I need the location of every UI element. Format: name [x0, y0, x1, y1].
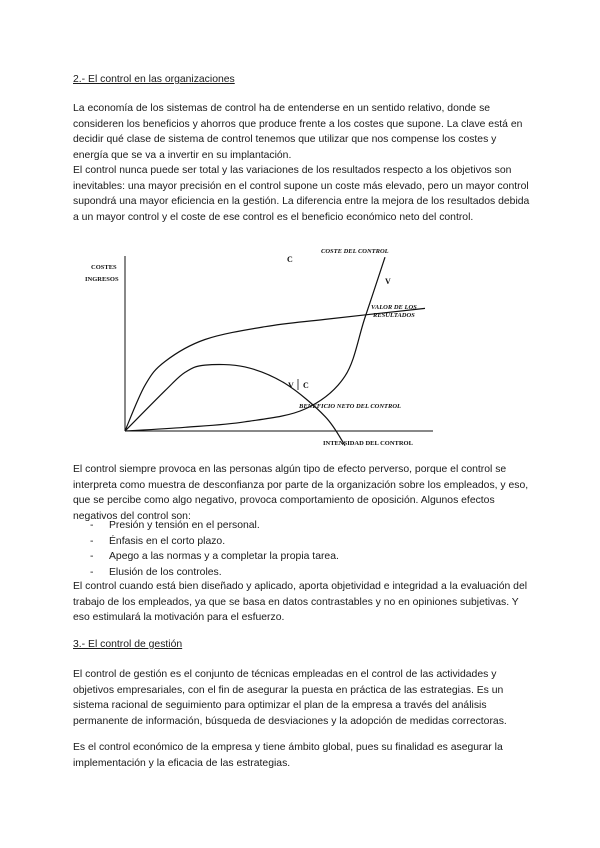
- section-3-heading: 3.- El control de gestión: [73, 639, 183, 650]
- value-curve-label-2: RESULTADOS: [373, 312, 415, 319]
- value-curve: [125, 308, 425, 431]
- section-3-paragraph-2: Es el control económico de la empresa y tiene ámbito global, pues su finalidad es asegurar la implementación y la eficacia de las estrategias.: [73, 742, 503, 769]
- section-2-paragraph-1: La economía de los sistemas de control ha de entenderse en un sentido relativo, donde se consideren los beneficios y ahorros que produce frente a los costes que supone. La clave está en decidir qué clase de sistema de control tenemos que utilizar que nos compense los costes y energía que se va a invertir en su implantación.: [73, 103, 523, 161]
- x-axis-label: INTENSIDAD DEL CONTROL: [323, 440, 413, 447]
- cost-benefit-chart: [55, 238, 455, 453]
- section-2-paragraph-4: El control cuando está bien diseñado y aplicado, aporta objetividad e integridad a la evaluación del trabajo de los empleados, ya que se basa en datos contrastables y no en opiniones subjetivas. Y eso estimulará la motivación para el esfuerzo.: [73, 581, 528, 623]
- list-item: - Apego a las normas y a completar la propia tarea.: [73, 549, 533, 565]
- benefit-letter-c: C: [303, 381, 309, 390]
- section-2-heading: 2.- El control en las organizaciones: [73, 74, 235, 85]
- value-curve-letter: V: [385, 277, 391, 286]
- section-3-paragraph-1: El control de gestión es el conjunto de técnicas empleadas en el control de las actividades y objetivos empresariales, con el fin de asegurar la puesta en práctica de las estrategias. Es un sistema racional de seguimiento para optimizar el plan de la empresa a través del análisis permanente de información, búsqueda de desviaciones y la adopción de medidas correctoras.: [73, 669, 507, 727]
- cost-curve-letter: C: [287, 255, 293, 264]
- section-2-paragraph-3: El control siempre provoca en las personas algún tipo de efecto perverso, porque el control se interpreta como muestra de desconfianza por parte de la organización sobre los empleados, y eso, que se percibe como algo negativo, provoca comportamiento de oposición. Algunos efectos negativos del control son:: [73, 464, 529, 522]
- y-label-2: INGRESOS: [85, 276, 119, 283]
- y-label-1: COSTES: [91, 264, 117, 271]
- cost-curve-label: COSTE DEL CONTROL: [321, 248, 389, 255]
- value-curve-label-1: VALOR DE LOS: [371, 304, 417, 311]
- benefit-curve-label: BENEFICIO NETO DEL CONTROL: [299, 403, 402, 410]
- section-2-paragraph-2: El control nunca puede ser total y las variaciones de los resultados respecto a los objetivos son inevitables: una mayor precisión en el control supone un coste más elevado, pero un mayor control supondrá una mayor eficiencia en la gestión. La diferencia entre la mejora de los resultados debida a un mayor control y el coste de ese control es el beneficio económico neto del control.: [73, 165, 530, 223]
- list-item: - Elusión de los controles.: [73, 565, 533, 581]
- list-item: - Énfasis en el corto plazo.: [73, 534, 533, 550]
- benefit-letter-v: V: [288, 381, 294, 390]
- negative-effects-list: [73, 518, 533, 580]
- list-item: - Presión y tensión en el personal.: [73, 518, 533, 534]
